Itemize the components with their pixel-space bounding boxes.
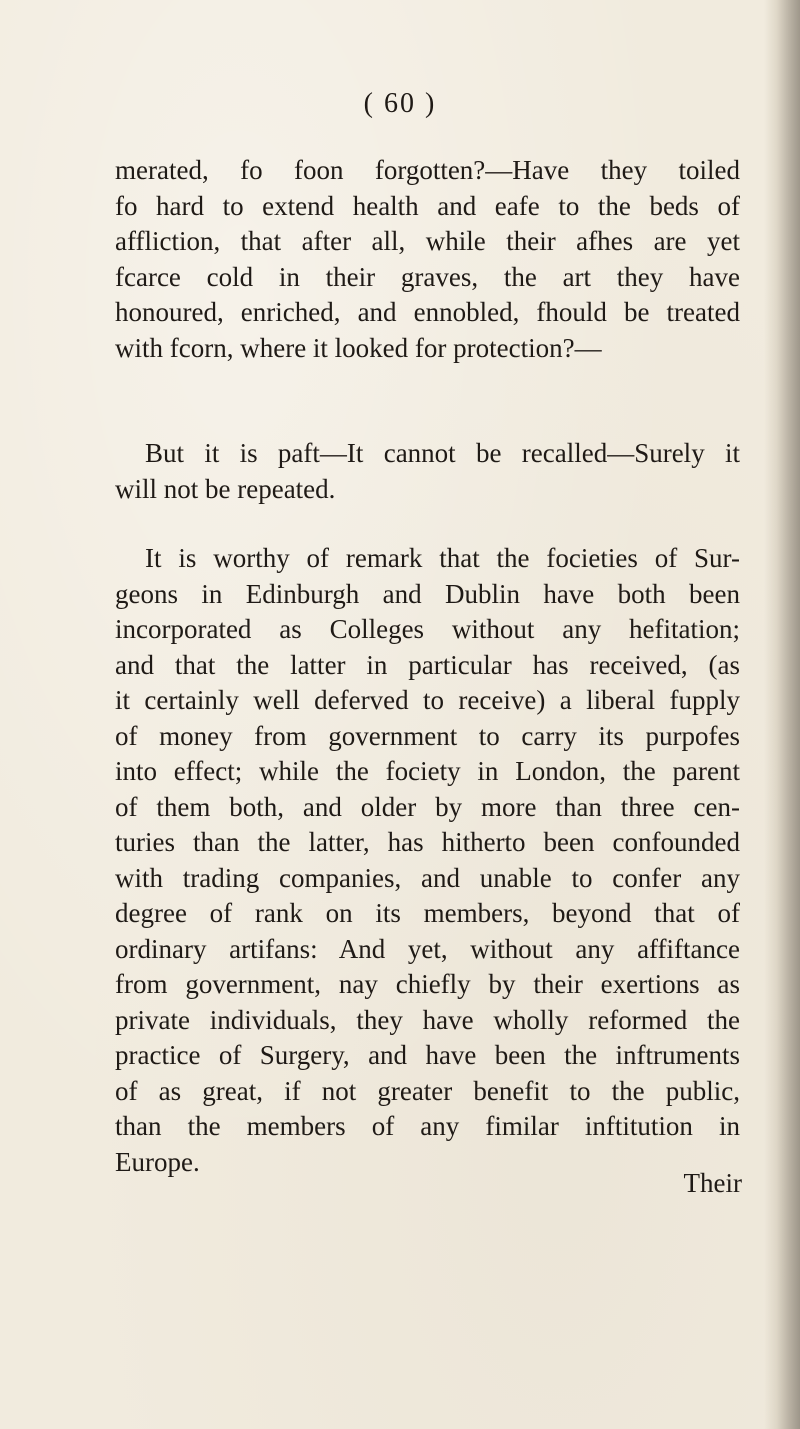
text-line: from government, nay chiefly by their exertions as [115, 969, 740, 999]
text-line: of as great, if not greater benefit to the public, [115, 1075, 740, 1106]
text-line: than the members of any fimilar inftitution in [115, 1111, 740, 1141]
paragraph-3 [115, 541, 740, 1180]
text-line: ordinary artifans: And yet, without any affiftance [115, 933, 740, 964]
text-line: degree of rank on its members, beyond that of [115, 898, 740, 928]
text-line: with fcorn, where it looked for protection?— [115, 332, 602, 363]
text-line: affliction, that after all, while their afhes are yet [115, 226, 740, 256]
page-edge-shadow [764, 0, 800, 1429]
text-line: practice of Surgery, and have been the inftruments [115, 1040, 740, 1070]
text-line: into effect; while the fociety in London, the parent [115, 756, 740, 786]
text-line: turies than the latter, has hitherto been confounded [115, 827, 740, 857]
text-line: will not be repeated. [115, 473, 336, 504]
text-line: merated, fo foon forgotten?—Have they toiled [115, 155, 740, 185]
text-line: fcarce cold in their graves, the art they have [115, 261, 740, 292]
text-line: geons in Edinburgh and Dublin have both been [115, 578, 740, 609]
paragraph-1 [115, 153, 740, 366]
page-number: ( 60 ) [363, 88, 437, 119]
text-line: it certainly well deferved to receive) a liberal fupply [115, 685, 740, 715]
text-line: and that the latter in particular has received, (as [115, 649, 740, 680]
text-line: fo hard to extend health and eafe to the beds of [115, 190, 740, 221]
text-line: incorporated as Colleges without any hefitation; [115, 614, 740, 644]
catchword: Their [683, 1168, 742, 1198]
text-line: It is worthy of remark that the focieties of Sur- [145, 543, 740, 573]
text-line: Europe. [115, 1146, 200, 1177]
text-line: But it is paft—It cannot be recalled—Surely it [145, 438, 740, 468]
text-line: private individuals, they have wholly reformed the [115, 1004, 740, 1035]
paragraph-2 [115, 436, 740, 507]
text-line: with trading companies, and unable to confer any [115, 862, 740, 893]
text-line: of money from government to carry its purpofes [115, 720, 740, 751]
text-line: honoured, enriched, and ennobled, fhould be treated [115, 297, 740, 327]
text-line: of them both, and older by more than three cen- [115, 791, 740, 822]
